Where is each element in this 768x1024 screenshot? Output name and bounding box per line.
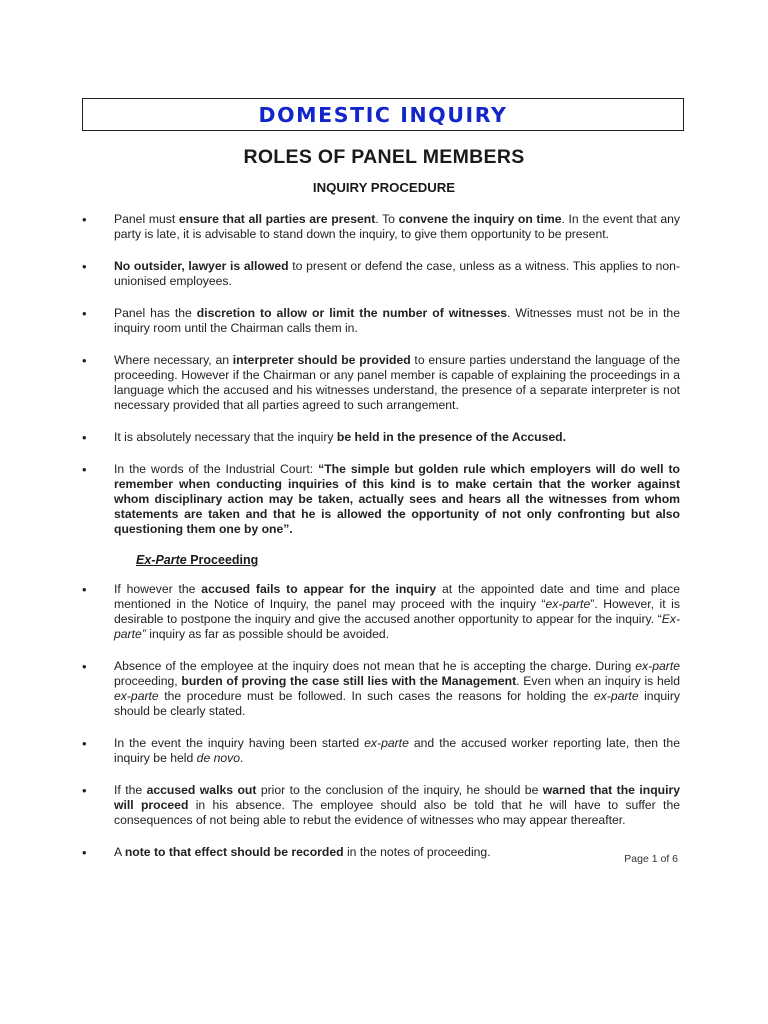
ex-parte-item <box>114 845 680 860</box>
text-run: Panel has the <box>114 306 197 320</box>
document-title-box <box>82 98 684 131</box>
bold-text: burden of proving the case still lies with the Management <box>181 674 517 688</box>
text-run: . To <box>375 212 399 226</box>
procedure-item <box>114 353 680 413</box>
text-run: at the appointed date and time and place mentioned in the Notice of Inquiry, the panel may proceed with the inquiry “ <box>114 582 680 611</box>
italic-text: ex-parte <box>364 736 409 750</box>
text-run: In the words of the Industrial Court: <box>114 462 319 476</box>
italic-text: ex-parte <box>114 689 159 703</box>
italic-text: Ex-parte” <box>114 612 680 641</box>
text-run: . Witnesses must not be in the inquiry room until the Chairman calls them in. <box>114 306 680 335</box>
ex-parte-heading-italic: Ex-Parte <box>136 553 187 567</box>
bold-text: accused fails to appear for the inquiry <box>201 582 437 596</box>
italic-text: ex-parte <box>545 597 591 611</box>
procedure-list <box>114 212 680 554</box>
ex-parte-item <box>114 783 680 828</box>
ex-parte-heading-rest: Proceeding <box>186 553 259 567</box>
ex-parte-item <box>114 659 680 719</box>
text-run: to present or defend the case, unless as a witness. This applies to non-unionised employees. <box>114 259 681 288</box>
procedure-item <box>114 462 680 537</box>
ex-parte-list <box>114 582 680 877</box>
ex-parte-heading <box>136 553 258 567</box>
text-run: in his absence. The employee should also be told that he will have to suffer the consequences of not being able to rebut the evidence of witnesses who may appear thereafter. <box>114 798 680 827</box>
bold-text: warned that the inquiry will proceed <box>114 783 681 812</box>
bold-text: accused walks out <box>146 783 257 797</box>
procedure-item <box>114 259 680 289</box>
text-run: If however the <box>114 582 202 596</box>
text-run: It is absolutely necessary that the inquiry <box>114 430 337 444</box>
document-title: DOMESTIC INQUIRY <box>258 102 508 127</box>
text-run: . Even when an inquiry is held <box>516 674 680 688</box>
ex-parte-item <box>114 582 680 642</box>
section-heading: INQUIRY PROCEDURE <box>312 180 456 195</box>
text-run: Absence of the employee at the inquiry does not mean that he is accepting the charge. During <box>114 659 636 673</box>
text-run: inquiry should be clearly stated. <box>114 689 680 718</box>
bold-text: interpreter should be provided <box>232 353 411 367</box>
text-run: In the event the inquiry having been started <box>114 736 365 750</box>
italic-text: ex-parte <box>635 659 680 673</box>
text-run: to ensure parties understand the language of the proceeding. However if the Chairman or any panel member is capable of explaining the proceedings in a language which the accused and his witnesses understand, the presence of a separate interpreter is not necessary provided that all parties agreed to such arrangement. <box>114 353 680 412</box>
bold-text: convene the inquiry on time <box>398 212 562 226</box>
procedure-item <box>114 212 680 242</box>
text-run: . In the event that any party is late, it is advisable to stand down the inquiry, to give them opportunity to be present. <box>114 212 680 241</box>
text-run: ”. However, it is desirable to postpone the inquiry and give the accused another opportunity to appear for the inquiry. “ <box>114 597 680 626</box>
ex-parte-item <box>114 736 680 766</box>
text-run: If the <box>114 783 147 797</box>
text-run: in the notes of proceeding. <box>343 845 491 859</box>
text-run: . <box>240 751 244 765</box>
page-heading: ROLES OF PANEL MEMBERS <box>243 146 525 168</box>
italic-text: de novo <box>196 751 241 765</box>
bold-text: ensure that all parties are present <box>178 212 376 226</box>
procedure-item <box>114 430 680 445</box>
text-run: inquiry as far as possible should be avoided. <box>145 627 390 641</box>
text-run: Where necessary, an <box>114 353 233 367</box>
text-run: Panel must <box>114 212 179 226</box>
bold-text: No outsider, lawyer is allowed <box>114 259 289 273</box>
procedure-item <box>114 306 680 336</box>
bold-text: note to that effect should be recorded <box>124 845 344 859</box>
text-run: proceeding, <box>114 674 182 688</box>
text-run: and the accused worker reporting late, then the inquiry be held <box>114 736 680 765</box>
text-run: prior to the conclusion of the inquiry, he should be <box>256 783 543 797</box>
text-run: A <box>114 845 125 859</box>
bold-text: discretion to allow or limit the number of witnesses <box>196 306 508 320</box>
italic-text: ex-parte <box>593 689 639 703</box>
bold-text: “The simple but golden rule which employers will do well to remember when conducting inquiries of this kind is to make certain that the worker against whom disciplinary action may be taken, actually sees and hears all the witnesses from whom statements are taken and that he is allowed the opportunity of not only confronting but also questioning them one by one”. <box>114 462 680 536</box>
page-number: Page 1 of 6 <box>624 853 678 865</box>
text-run: the procedure must be followed. In such cases the reasons for holding the <box>158 689 594 703</box>
bold-text: be held in the presence of the Accused. <box>336 430 567 444</box>
